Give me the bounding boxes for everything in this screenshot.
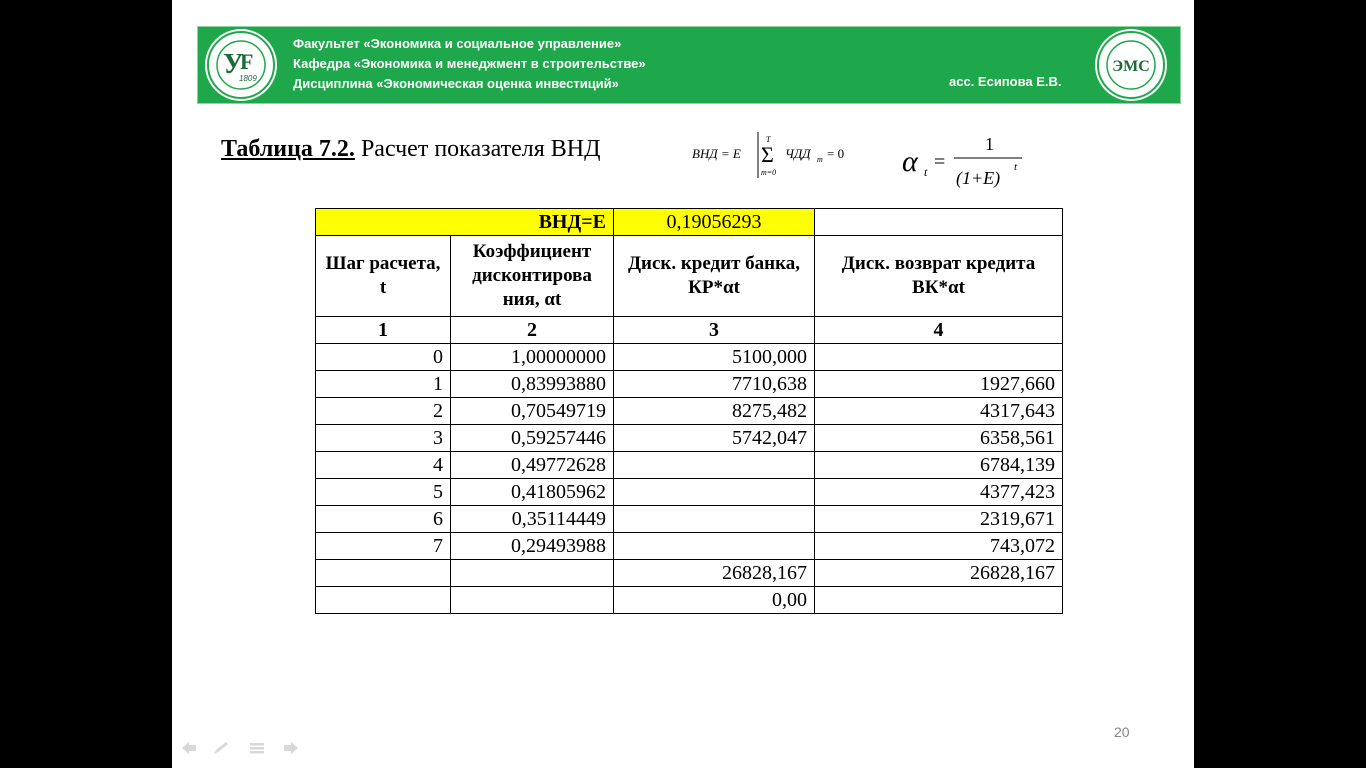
table-cell: 2319,671 [815,506,1063,533]
svg-text:ВНД = E: ВНД = E [692,146,741,161]
irr-calculation-table [315,208,1063,614]
table-title [221,136,601,163]
svg-text:α: α [902,145,918,178]
total-repayment: 26828,167 [815,560,1063,587]
svg-text:m=0: m=0 [761,168,777,177]
department-line: Кафедра «Экономика и менеджмент в строительстве» [293,56,646,71]
table-cell: 6784,139 [815,452,1063,479]
header-disc-credit: Диск. кредит банка, КР*αt [614,236,815,317]
table-cell: 0,59257446 [451,425,614,452]
table-row [316,533,1063,560]
table-cell: 1927,660 [815,371,1063,398]
table-cell: 8275,482 [614,398,815,425]
table-cell [614,479,815,506]
empty-cell [815,209,1063,236]
svg-text:m: m [817,155,823,164]
svg-text:=: = [934,151,946,173]
next-arrow-icon[interactable] [284,742,298,754]
table-cell: 0,70549719 [451,398,614,425]
total-credit: 26828,167 [614,560,815,587]
table-cell: 5 [316,479,451,506]
table-cell [316,560,451,587]
svg-text:ЧДД: ЧДД [785,146,811,161]
totals-row [316,560,1063,587]
table-cell [614,452,815,479]
irr-row [316,209,1063,236]
discipline-line: Дисциплина «Экономическая оценка инвестиций» [293,76,619,91]
faculty-line: Факультет «Экономика и социальное управление» [293,36,622,51]
table-cell: 3 [316,425,451,452]
svg-text:1: 1 [985,134,994,154]
table-cell [815,344,1063,371]
department-logo [1095,29,1167,101]
header-step: Шаг расчета, t [316,236,451,317]
irr-formula [690,128,860,184]
prev-arrow-icon[interactable] [182,742,196,754]
slide [172,0,1194,768]
table-cell [614,533,815,560]
table-cell: 6358,561 [815,425,1063,452]
table-cell: 0,41805962 [451,479,614,506]
menu-icon[interactable] [250,743,264,754]
discount-factor-formula [900,128,1030,190]
table-cell: 0,35114449 [451,506,614,533]
table-row [316,371,1063,398]
difference-row [316,587,1063,614]
title-number: Таблица 7.2. [221,136,355,162]
column-number-row [316,317,1063,344]
author: асс. Есипова Е.В. [949,74,1062,89]
svg-text:T: T [766,135,771,144]
table-cell: 5742,047 [614,425,815,452]
svg-text:ЭМС: ЭМС [1112,58,1150,75]
irr-value: 0,19056293 [614,209,815,236]
header-disc-repayment: Диск. возврат кредита ВК*αt [815,236,1063,317]
table-cell: 0,49772628 [451,452,614,479]
table-row [316,479,1063,506]
table-row [316,398,1063,425]
table-cell: 0,83993880 [451,371,614,398]
table-cell: 4317,643 [815,398,1063,425]
table-cell: 1,00000000 [451,344,614,371]
title-text: Расчет показателя ВНД [354,136,601,162]
svg-text:(1+E): (1+E) [956,168,1001,188]
column-number: 1 [316,317,451,344]
svg-text:У: У [223,49,244,80]
table-cell: 7710,638 [614,371,815,398]
svg-text:1809: 1809 [239,74,257,83]
table-cell: 2 [316,398,451,425]
header-banner [197,26,1181,104]
table-cell: 0 [316,344,451,371]
pen-icon[interactable] [214,742,228,754]
table-row [316,506,1063,533]
university-logo [205,29,277,101]
table-cell: 6 [316,506,451,533]
table-row [316,425,1063,452]
header-lines [293,34,646,94]
table-cell: 4 [316,452,451,479]
table-cell [451,560,614,587]
difference-value: 0,00 [614,587,815,614]
svg-text:= 0: = 0 [827,146,845,161]
table-cell: 5100,000 [614,344,815,371]
svg-text:Σ: Σ [761,142,774,167]
table-cell: 743,072 [815,533,1063,560]
column-number: 3 [614,317,815,344]
table-row [316,452,1063,479]
table-cell: 7 [316,533,451,560]
table-cell: 4377,423 [815,479,1063,506]
table-cell [815,587,1063,614]
column-number: 2 [451,317,614,344]
svg-text:t: t [924,165,928,179]
slide-navigation [180,740,300,756]
table-cell [614,506,815,533]
table-row [316,344,1063,371]
header-row [316,236,1063,317]
header-coefficient: Коэффициент дисконтирова ния, αt [451,236,614,317]
column-number: 4 [815,317,1063,344]
svg-text:F: F [240,49,254,74]
table-cell: 0,29493988 [451,533,614,560]
table-cell: 1 [316,371,451,398]
irr-label: ВНД=Е [316,209,614,236]
table-cell [451,587,614,614]
svg-text:t: t [1014,161,1018,173]
table-cell [316,587,451,614]
page-number: 20 [1114,724,1130,740]
